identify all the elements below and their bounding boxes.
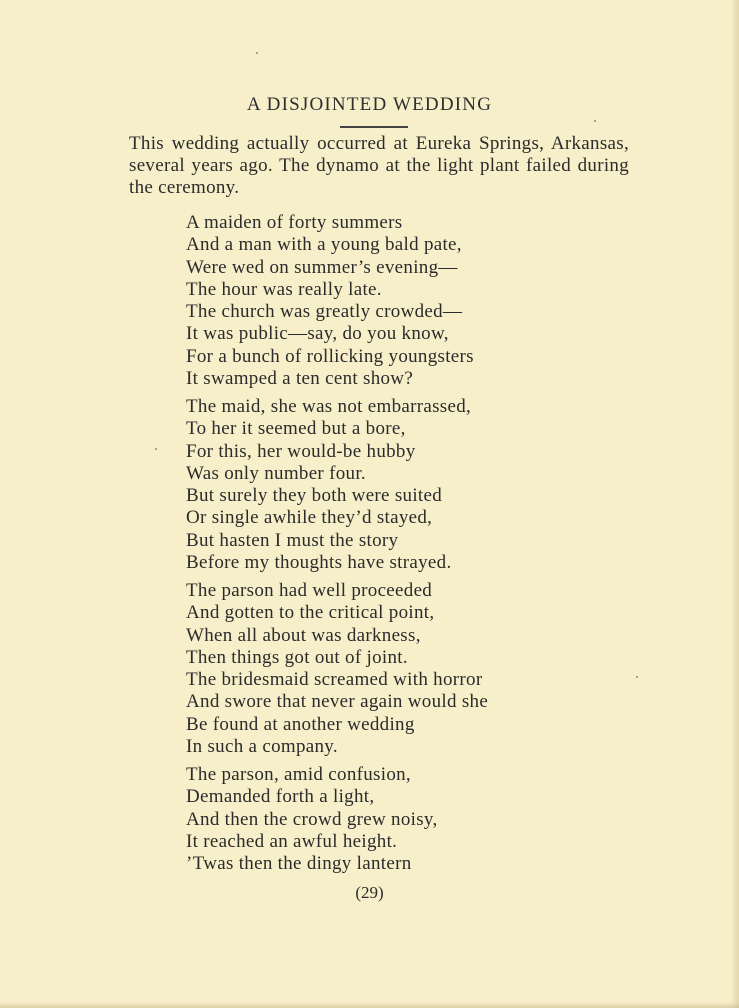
poem-title: A DISJOINTED WEDDING xyxy=(246,94,493,115)
poem-line: A maiden of forty summers xyxy=(186,212,403,233)
poem-line: In such a company. xyxy=(186,736,338,758)
stanza-1 xyxy=(186,212,606,390)
poem-line: And swore that never again would she xyxy=(186,691,489,713)
poem-line: It was public—say, do you know, xyxy=(186,323,449,345)
paper-speck xyxy=(636,676,638,678)
poem-line: Or single awhile they’d stayed, xyxy=(186,507,433,529)
stanza-4 xyxy=(186,764,606,875)
paper-speck xyxy=(256,52,258,54)
poem-line: ’Twas then the dingy lantern xyxy=(186,853,412,875)
poem-line: When all about was darkness, xyxy=(186,624,421,646)
stanza-3 xyxy=(186,580,606,758)
poem-line: The maid, she was not embarrassed, xyxy=(186,396,472,417)
poem-line: Demanded forth a light, xyxy=(186,786,375,808)
poem-line: The bridesmaid screamed with horror xyxy=(186,669,483,691)
poem-line: And then the crowd grew noisy, xyxy=(186,808,438,830)
page-number: (29) xyxy=(355,883,384,902)
poem-line: But surely they both were suited xyxy=(186,485,443,507)
poem-line: Were wed on summer’s evening— xyxy=(186,256,458,278)
poem-line: To her it seemed but a bore, xyxy=(186,418,406,440)
intro-paragraph: This wedding actually occurred at Eureka Springs, Arkansas, several years ago. The dynamo at the light plant failed during the ceremony. xyxy=(129,133,629,198)
poem-line: Before my thoughts have strayed. xyxy=(186,552,452,574)
poem-line: And a man with a young bald pate, xyxy=(186,234,462,256)
poem-line: Then things got out of joint. xyxy=(186,646,408,668)
page-edge-shadow xyxy=(0,1002,739,1008)
paper-speck xyxy=(155,448,157,450)
poem-line: For this, her would-be hubby xyxy=(186,440,416,462)
stanza-2 xyxy=(186,396,606,574)
poem-line: The hour was really late. xyxy=(186,278,382,300)
title-rule xyxy=(340,126,408,128)
poem-line: The parson, amid confusion, xyxy=(186,764,411,785)
poem-line: For a bunch of rollicking youngsters xyxy=(186,345,474,367)
poem-line: Be found at another wedding xyxy=(186,713,415,735)
poem-line: But hasten I must the story xyxy=(186,529,399,551)
poem-line: Was only number four. xyxy=(186,462,366,484)
poem-line: The church was greatly crowded— xyxy=(186,301,463,323)
poem-line: The parson had well proceeded xyxy=(186,580,433,601)
poem-line: It swamped a ten cent show? xyxy=(186,368,414,390)
poem-line: It reached an awful height. xyxy=(186,830,398,852)
page-edge-shadow xyxy=(731,0,739,1008)
poem-line: And gotten to the critical point, xyxy=(186,602,435,624)
paper-speck xyxy=(594,120,596,122)
